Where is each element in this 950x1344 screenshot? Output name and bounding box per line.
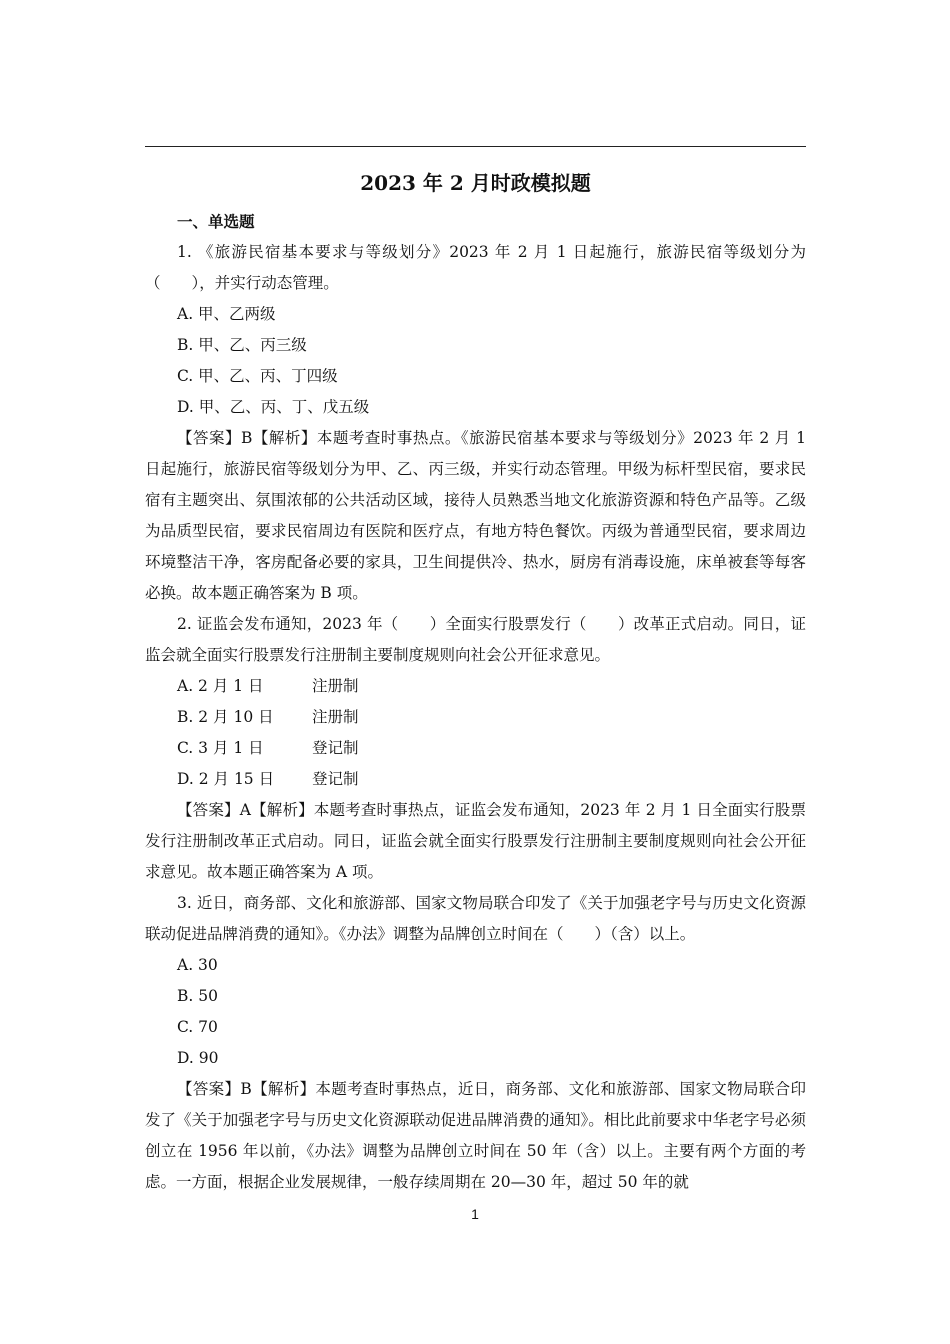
option: D. 甲、乙、丙、丁、戊五级 <box>177 398 370 416</box>
answer-explanation: 【答案】B【解析】本题考查时事热点，近日，商务部、文化和旅游部、国家文物局联合印发了《关于加强老字号与历史文化资源联动促进品牌消费的通知》。相比此前要求中华老字号必须创立在 1956 年以前，《办法》调整为品牌创立时间在 50 年（含）以上。主要有两个方面的考虑。一方面，根据企业发展规律，一般存续周期在 20—30 年，超过 50 年的就 <box>145 1080 806 1191</box>
option <box>145 671 806 702</box>
header-rule <box>145 146 806 147</box>
section-heading: 一、单选题 <box>177 212 255 231</box>
option-key: B. 2 月 10 日 <box>177 708 274 726</box>
question-stem: 1. 《旅游民宿基本要求与等级划分》2023 年 2 月 1 日起施行，旅游民宿等级划分为（ ），并实行动态管理。 <box>145 243 806 292</box>
option: B. 甲、乙、丙三级 <box>177 336 307 354</box>
option-value: 注册制 <box>312 708 359 726</box>
option: A. 甲、乙两级 <box>177 305 276 323</box>
option-value: 登记制 <box>312 739 359 757</box>
page-number: 1 <box>471 1206 479 1222</box>
option: D. 90 <box>177 1049 219 1067</box>
option-value: 登记制 <box>312 770 359 788</box>
option: C. 70 <box>177 1018 218 1036</box>
answer-explanation: 【答案】A【解析】本题考查时事热点，证监会发布通知，2023 年 2 月 1 日全面实行股票发行注册制改革正式启动。同日，证监会就全面实行股票发行注册制主要制度规则向社会公开征求意见。故本题正确答案为 A 项。 <box>145 801 806 881</box>
option-key: C. 3 月 1 日 <box>177 739 264 757</box>
option <box>145 733 806 764</box>
question-stem: 2. 证监会发布通知，2023 年（ ）全面实行股票发行（ ）改革正式启动。同日，证监会就全面实行股票发行注册制主要制度规则向社会公开征求意见。 <box>145 615 806 664</box>
option <box>145 764 806 795</box>
option: C. 甲、乙、丙、丁四级 <box>177 367 338 385</box>
option <box>145 702 806 733</box>
answer-explanation: 【答案】B【解析】本题考查时事热点。《旅游民宿基本要求与等级划分》2023 年 2 月 1 日起施行，旅游民宿等级划分为甲、乙、丙三级，并实行动态管理。甲级为标杆型民宿，要求民宿有主题突出、氛围浓郁的公共活动区域，接待人员熟悉当地文化旅游资源和特色产品等。乙级为品质型民宿，要求民宿周边有医院和医疗点，有地方特色餐饮。丙级为普通型民宿，要求周边环境整洁干净，客房配备必要的家具，卫生间提供冷、热水，厨房有消毒设施，床单被套等每客必换。故本题正确答案为 B 项。 <box>145 429 806 602</box>
document-body <box>145 160 806 1198</box>
option: A. 30 <box>177 956 218 974</box>
option-key: D. 2 月 15 日 <box>177 770 275 788</box>
option: B. 50 <box>177 987 218 1005</box>
question-stem: 3. 近日，商务部、文化和旅游部、国家文物局联合印发了《关于加强老字号与历史文化资源联动促进品牌消费的通知》。《办法》调整为品牌创立时间在（ ）（含）以上。 <box>145 894 806 943</box>
option-value: 注册制 <box>312 677 359 695</box>
option-key: A. 2 月 1 日 <box>177 677 264 695</box>
page-title: 2023 年 2 月时政模拟题 <box>360 171 591 195</box>
